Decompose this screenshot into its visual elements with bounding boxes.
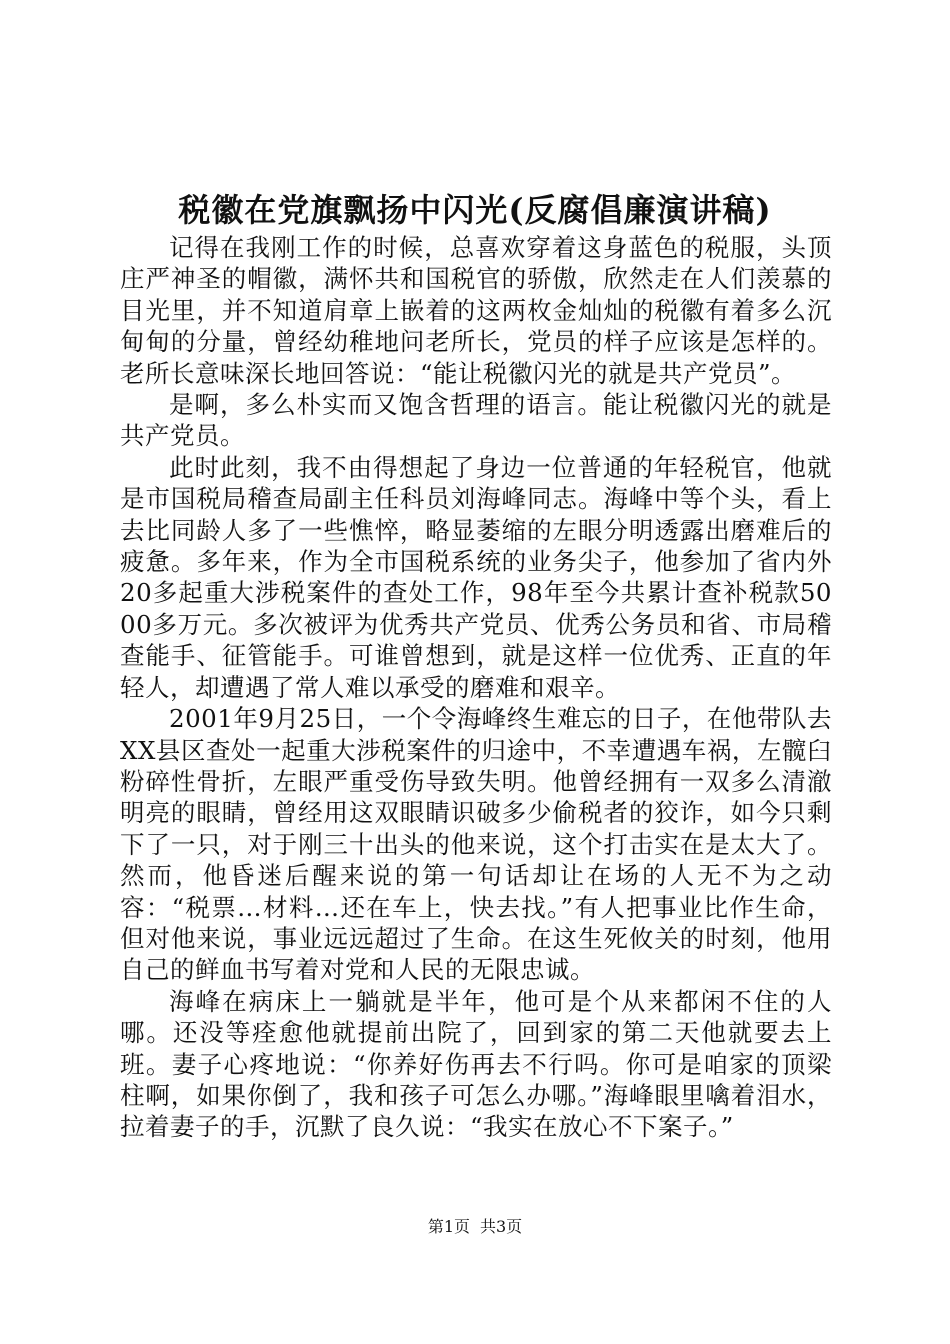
page-footer xyxy=(0,1216,950,1238)
paragraph-5: 海峰在病床上一躺就是半年，他可是个从来都闲不住的人哪。还没等痊愈他就提前出院了，回到家的第二天他就要去上班。妻子心疼地说：“你养好伤再去不行吗。你可是咱家的顶梁柱啊，如果你倒了，我和孩子可怎么办哪。”海峰眼里噙着泪水，拉着妻子的手，沉默了良久说：“我实在放心不下案子。” xyxy=(120,986,832,1142)
page-number: 第1页 xyxy=(427,1217,470,1236)
page-total: 共3页 xyxy=(480,1217,523,1236)
paragraph-2: 是啊，多么朴实而又饱含哲理的语言。能让税徽闪光的就是共产党员。 xyxy=(120,390,832,451)
document-title: 税徽在党旗飘扬中闪光(反腐倡廉演讲稿) xyxy=(178,191,772,229)
paragraph-4: 2001年9月25日，一个令海峰终生难忘的日子，在他带队去XX县区查处一起重大涉税案件的归途中，不幸遭遇车祸，左髋臼粉碎性骨折，左眼严重受伤导致失明。他曾经拥有一双多么清澈明亮的眼睛，曾经用这双眼睛识破多少偷税者的狡诈，如今只剩下了一只，对于刚三十出头的他来说，这个打击实在是太大了。然而，他昏迷后醒来说的第一句话却让在场的人无不为之动容：“税票…材料…还在车上，快去找。”有人把事业比作生命，但对他来说，事业远远超过了生命。在这生死攸关的时刻，他用自己的鲜血书写着对党和人民的无限忠诚。 xyxy=(120,704,832,985)
paragraph-1: 记得在我刚工作的时候，总喜欢穿着这身蓝色的税服，头顶庄严神圣的帽徽，满怀共和国税官的骄傲，欣然走在人们羡慕的目光里，并不知道肩章上嵌着的这两枚金灿灿的税徽有着多么沉甸甸的分量，曾经幼稚地问老所长，党员的样子应该是怎样的。老所长意味深长地回答说：“能让税徽闪光的就是共产党员”。 xyxy=(120,233,832,388)
paragraph-3: 此时此刻，我不由得想起了身边一位普通的年轻税官，他就是市国税局稽查局副主任科员刘海峰同志。海峰中等个头，看上去比同龄人多了一些憔悴，略显萎缩的左眼分明透露出磨难后的疲惫。多年来，作为全市国税系统的业务尖子，他参加了省内外20多起重大涉税案件的查处工作，98年至今共累计查补税款5000多万元。多次被评为优秀共产党员、优秀公务员和省、市局稽查能手、征管能手。可谁曾想到，就是这样一位优秀、正直的年轻人，却遭遇了常人难以承受的磨难和艰辛。 xyxy=(120,452,832,702)
document-body xyxy=(120,232,832,1143)
